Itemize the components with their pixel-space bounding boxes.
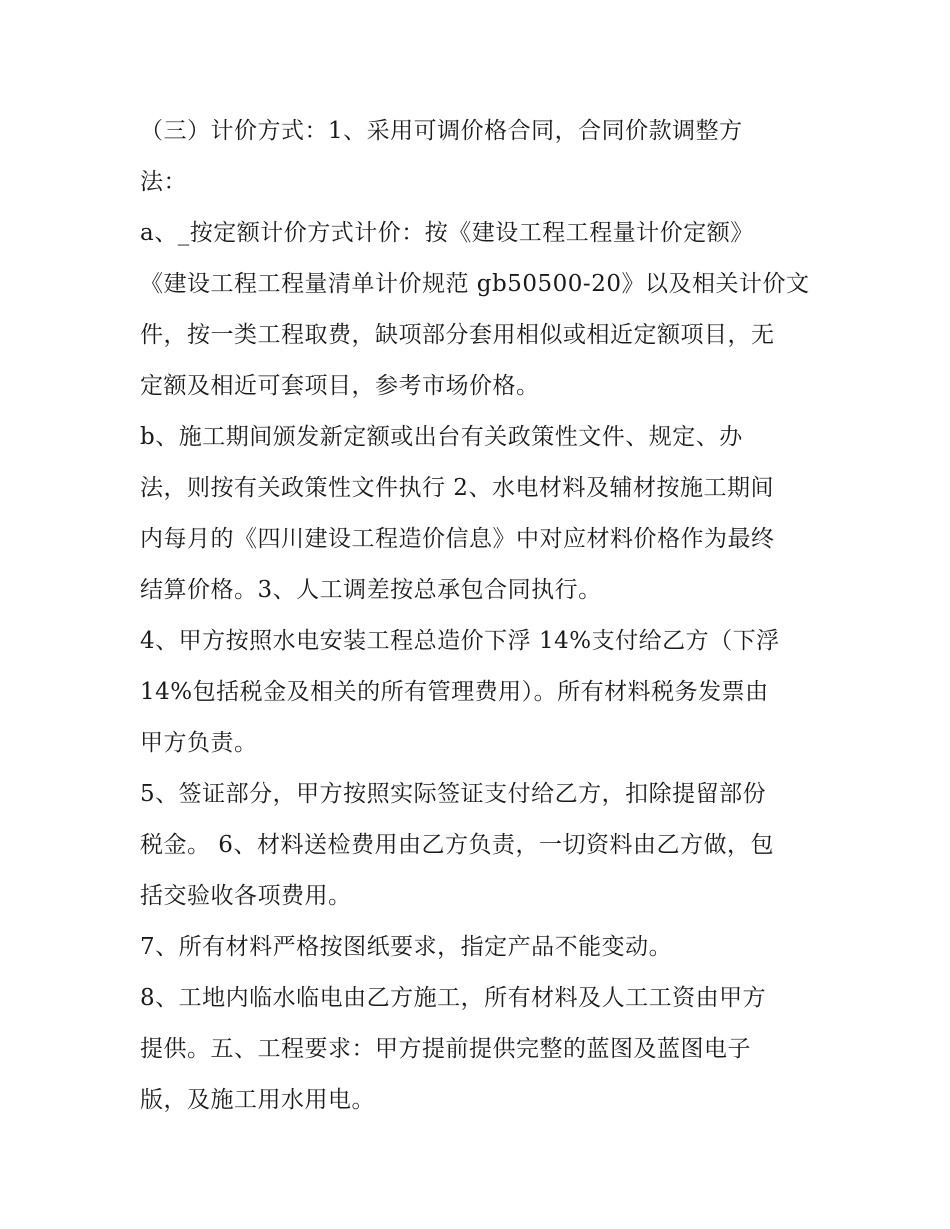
text-line: 提供。五、工程要求：甲方提前提供完整的蓝图及蓝图电子: [140, 1036, 751, 1062]
text-line: 法，则按有关政策性文件执行 2、水电材料及辅材按施工期间: [140, 475, 774, 501]
text-line: 件，按一类工程取费，缺项部分套用相似或相近定额项目，无: [140, 322, 775, 348]
text-line: 内每月的《四川建设工程造价信息》中对应材料价格作为最终: [140, 526, 775, 552]
text-line: 7、所有材料严格按图纸要求，指定产品不能变动。: [140, 934, 673, 960]
text-line: 甲方负责。: [140, 730, 258, 756]
text-line: 版，及施工用水用电。: [140, 1087, 375, 1113]
text-line: 5、签证部分，甲方按照实际签证支付给乙方，扣除提留部份: [140, 781, 767, 807]
text-line: 《建设工程工程量清单计价规范 gb50500-20》以及相关计价文: [140, 271, 810, 297]
text-line: a、_按定额计价方式计价：按《建设工程工程量计价定额》: [140, 220, 754, 246]
text-line: 结算价格。3、人工调差按总承包合同执行。: [140, 577, 602, 603]
text-line: 法：: [140, 169, 187, 195]
text-line: 定额及相近可套项目，参考市场价格。: [140, 373, 540, 399]
text-line: 8、工地内临水临电由乙方施工，所有材料及人工工资由甲方: [140, 985, 767, 1011]
text-line: 括交验收各项费用。: [140, 883, 352, 909]
text-line: （三）计价方式：1、采用可调价格合同，合同价款调整方: [140, 118, 743, 144]
text-line: 税金。 6、材料送检费用由乙方负责，一切资料由乙方做，包: [140, 832, 774, 858]
document-body: [140, 106, 820, 1126]
text-line: 14%包括税金及相关的所有管理费用）。所有材料税务发票由: [140, 679, 769, 705]
text-line: b、施工期间颁发新定额或出台有关政策性文件、规定、办: [140, 424, 743, 450]
text-line: 4、甲方按照水电安装工程总造价下浮 14%支付给乙方（下浮: [140, 628, 780, 654]
